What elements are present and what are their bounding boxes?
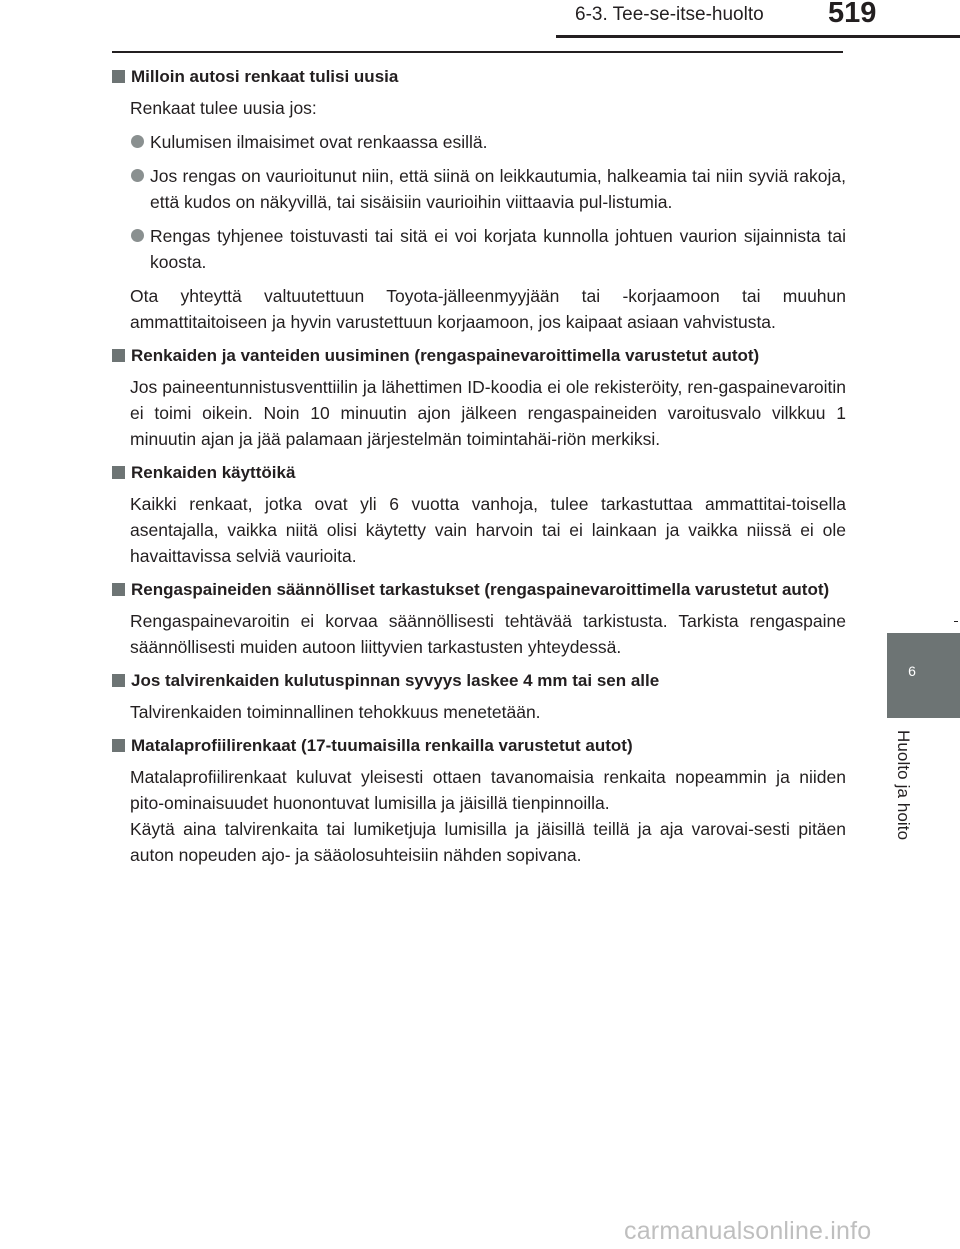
list-item-text: Rengas tyhjenee toistuvasti tai sitä ei voi korjata kunnolla johtuen vaurion sijainnista tai koosta. xyxy=(150,226,846,272)
heading-text: Jos talvirenkaiden kulutuspinnan syvyys laskee 4 mm tai sen alle xyxy=(131,671,660,690)
section-body: Matalaprofiilirenkaat kuluvat yleisesti ottaen tavanomaisia renkaita nopeammin ja niiden pito-ominaisuudet huonontuvat lumisilla ja jäisillä tienpinnoilla. xyxy=(130,767,846,813)
heading-text: Rengaspaineiden säännölliset tarkastukset (rengaspainevaroittimella varustetut autot) xyxy=(131,580,830,599)
section-heading xyxy=(110,460,846,485)
page-number: 519 xyxy=(828,0,877,29)
section-tire-rim-replacement xyxy=(110,343,846,452)
section-pressure-checks xyxy=(110,577,846,660)
section-heading xyxy=(110,733,846,758)
section-body-continued: Käytä aina talvirenkaita tai lumiketjuja lumisilla ja jäisillä teillä ja aja varovai-sesti pitäen auton nopeuden ajo- ja sääolosuhteisiin nähden sopivana. xyxy=(130,819,846,865)
header-divider xyxy=(556,35,960,38)
section-tire-lifespan xyxy=(110,460,846,569)
list-item xyxy=(110,163,846,215)
section-heading xyxy=(110,668,846,693)
square-bullet-icon xyxy=(112,583,125,596)
list-item xyxy=(110,129,846,155)
round-bullet-icon xyxy=(131,169,144,182)
chapter-tab xyxy=(887,633,960,718)
heading-text: Milloin autosi renkaat tulisi uusia xyxy=(131,67,399,86)
heading-text: Matalaprofiilirenkaat (17-tuumaisilla renkailla varustetut autot) xyxy=(131,736,633,755)
section-body: Jos paineentunnistusventtiilin ja lähettimen ID-koodia ei ole rekisteröity, ren-gaspainevaroitin ei toimi oikein. Noin 10 minuutin ajon jälkeen rengaspaineiden varoitusvalo vilkkuu 1 minuutin ajan ja jää palamaan järjestelmän toimintahäi-riön merkiksi. xyxy=(130,377,846,449)
round-bullet-icon xyxy=(131,135,144,148)
section-body: Rengaspainevaroitin ei korvaa säännöllisesti tehtävää tarkistusta. Tarkista rengaspaine säännöllisesti muiden autoon liittyvien tarkastusten yhteydessä. xyxy=(130,611,846,657)
section-heading xyxy=(110,343,846,368)
watermark: carmanualsonline.info xyxy=(624,1217,872,1245)
section-heading xyxy=(110,64,846,89)
section-outro: Ota yhteyttä valtuutettuun Toyota-jälleenmyyjään tai -korjaamoon tai muuhun ammattitaitoiseen ja hyvin varustettuun korjaamoon, jos kaipaat asiaan vahvistusta. xyxy=(130,286,846,332)
chapter-number: 6 xyxy=(908,663,916,679)
list-item xyxy=(110,223,846,275)
square-bullet-icon xyxy=(112,674,125,687)
section-tire-replacement xyxy=(110,64,846,335)
section-body: Kaikki renkaat, jotka ovat yli 6 vuotta vanhoja, tulee tarkastuttaa ammattitai-toisella asentajalla, vaikka niitä olisi käytetty vain harvoin tai ei lainkaan ja vaikka niissä ei ole havaittavissa selviä vaurioita. xyxy=(130,494,846,566)
section-title: 6-3. Tee-se-itse-huolto xyxy=(575,4,764,25)
page-content xyxy=(110,64,846,876)
list-item-text: Kulumisen ilmaisimet ovat renkaassa esillä. xyxy=(150,132,488,152)
heading-text: Renkaiden käyttöikä xyxy=(131,463,296,482)
side-tick-mark xyxy=(954,621,958,622)
square-bullet-icon xyxy=(112,70,125,83)
section-intro: Renkaat tulee uusia jos: xyxy=(130,98,317,118)
square-bullet-icon xyxy=(112,739,125,752)
list-item-text: Jos rengas on vaurioitunut niin, että siinä on leikkautumia, halkeamia tai niin syviä rakoja, että kudos on näkyvillä, tai sisäisiin vaurioihin viittaavia pul-listumia. xyxy=(150,166,846,212)
square-bullet-icon xyxy=(112,466,125,479)
section-body: Talvirenkaiden toiminnallinen tehokkuus menetetään. xyxy=(130,702,541,722)
square-bullet-icon xyxy=(112,349,125,362)
section-winter-tread-depth xyxy=(110,668,846,725)
heading-text: Renkaiden ja vanteiden uusiminen (rengaspainevaroittimella varustetut autot) xyxy=(131,346,760,365)
section-low-profile-tires xyxy=(110,733,846,868)
round-bullet-icon xyxy=(131,229,144,242)
chapter-label: Huolto ja hoito xyxy=(894,730,913,841)
section-heading xyxy=(110,577,846,602)
content-divider xyxy=(112,51,843,53)
